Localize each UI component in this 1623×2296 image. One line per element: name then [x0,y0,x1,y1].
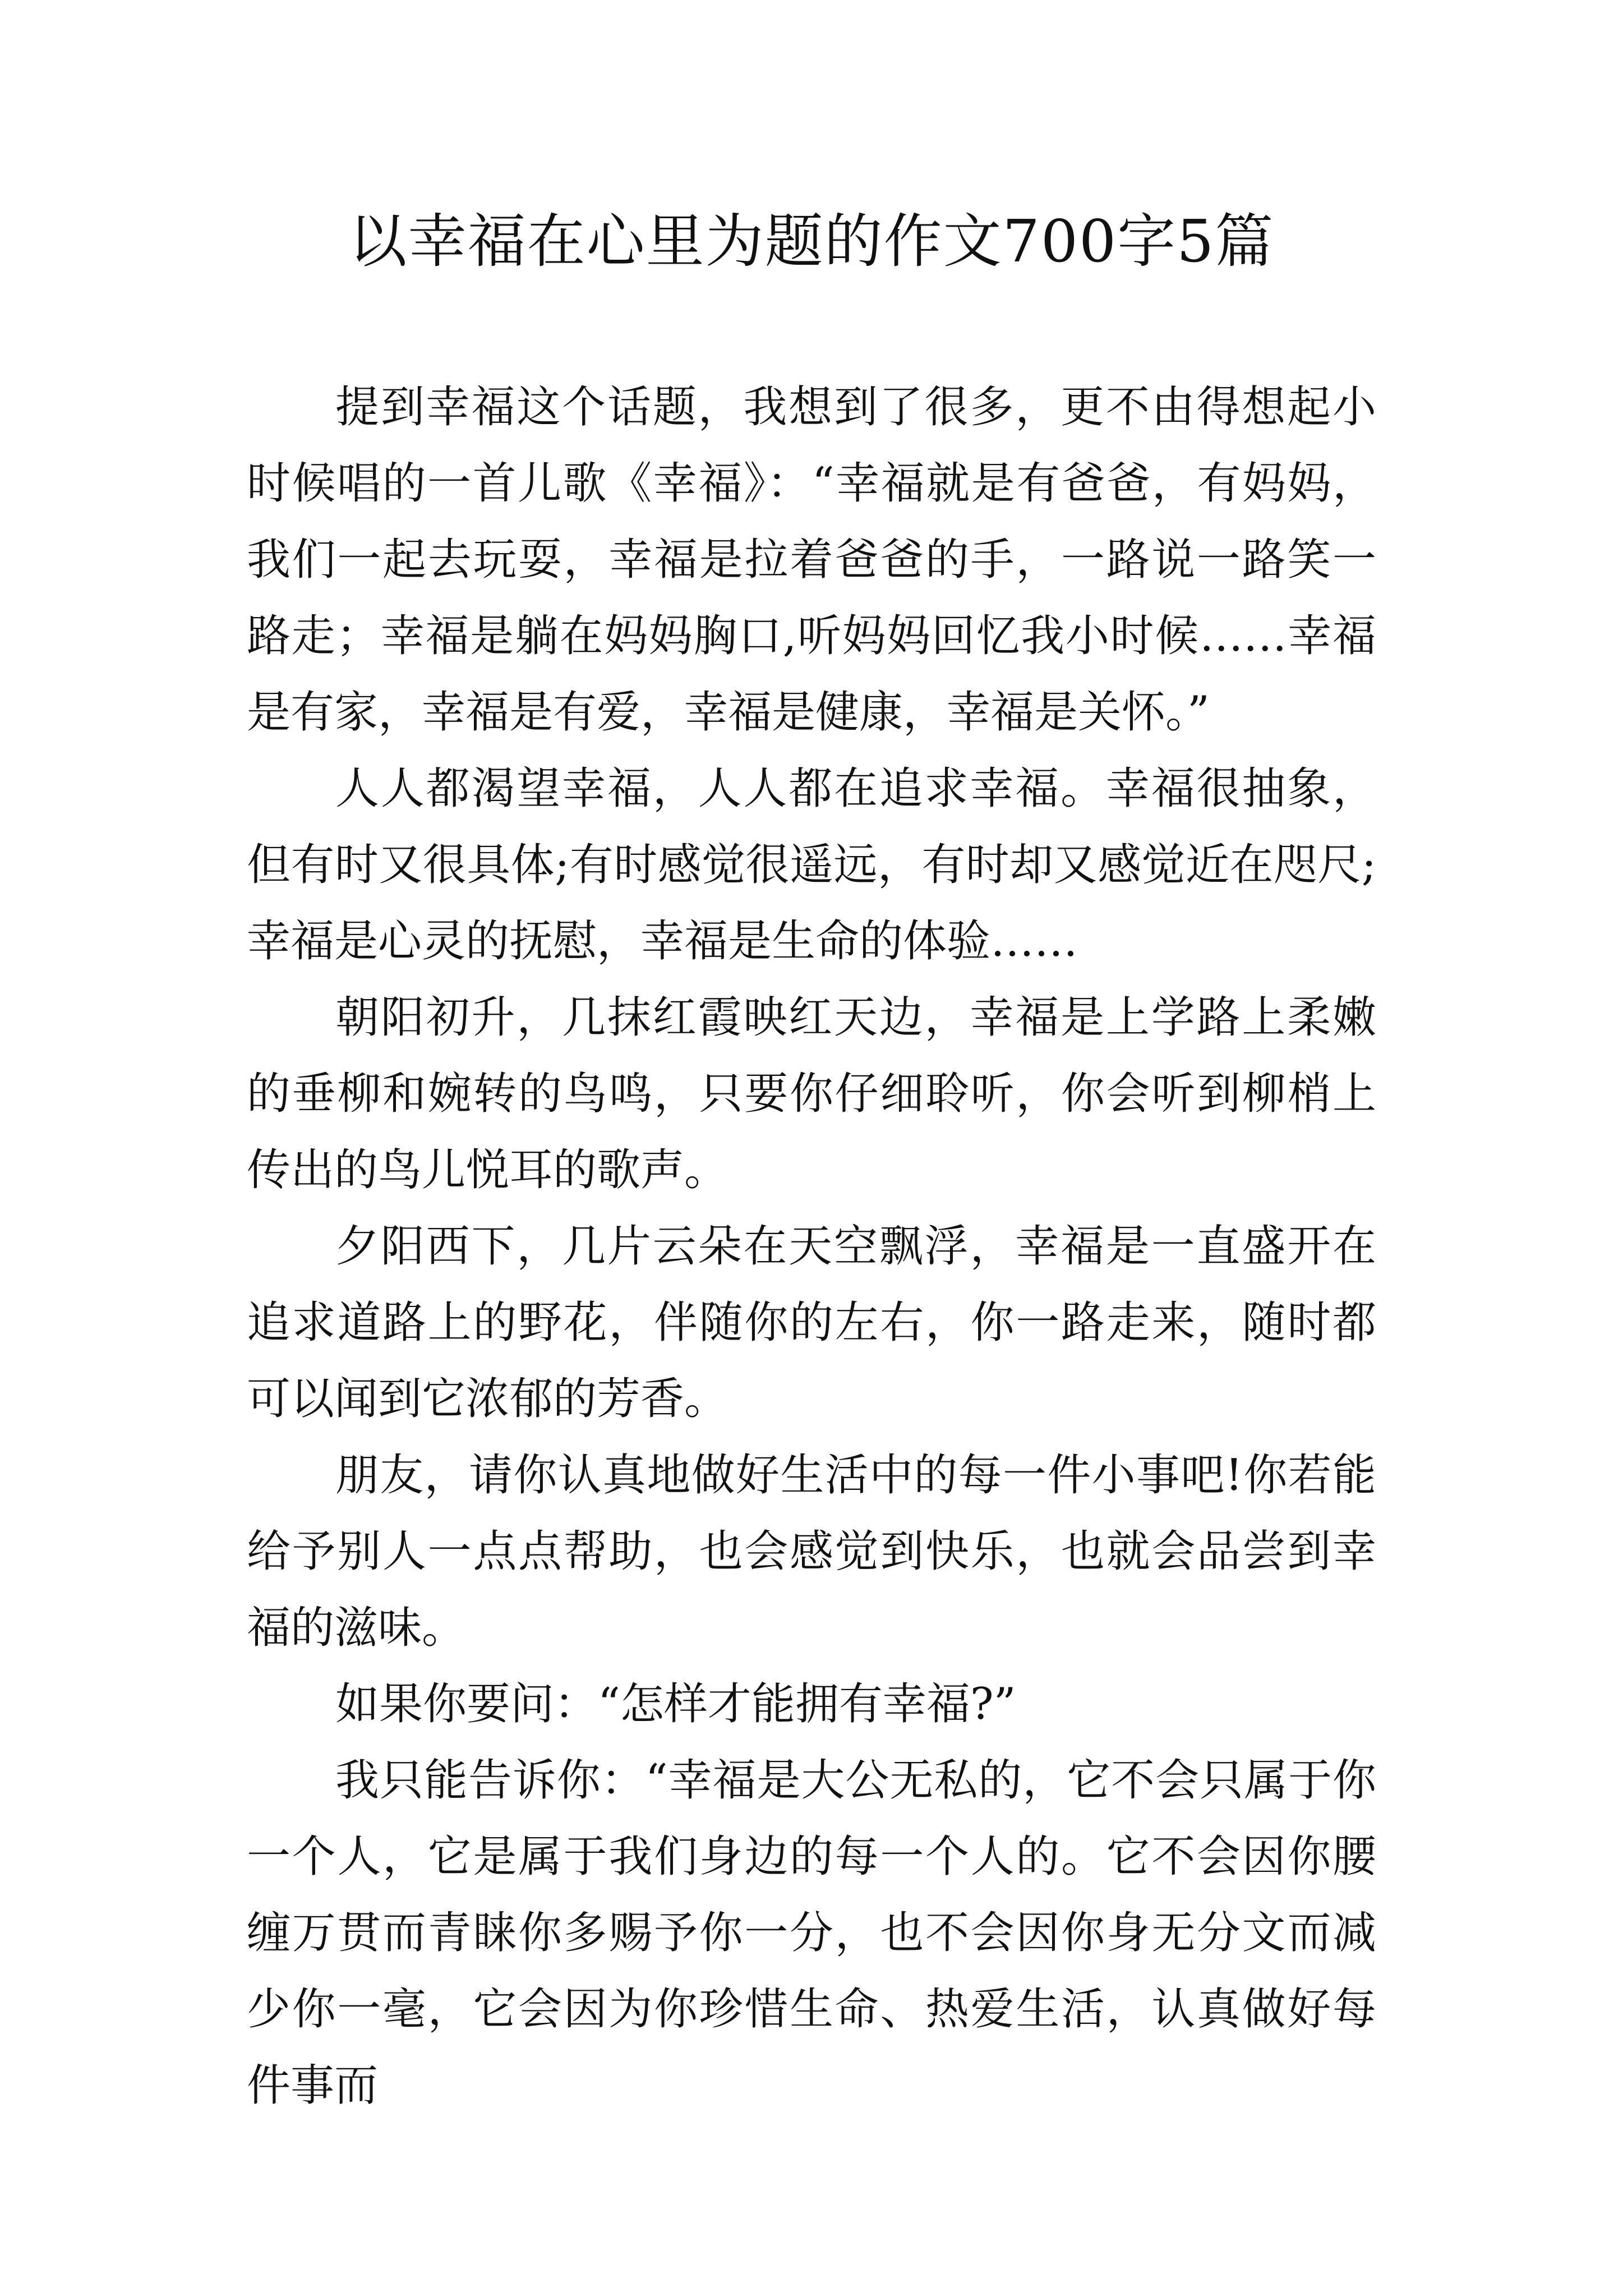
paragraph-7: 我只能告诉你：“幸福是大公无私的，它不会只属于你一个人，它是属于我们身边的每一个人的。它不会因你腰缠万贯而青睐你多赐予你一分，也不会因你身无分文而减少你一毫，它会因为你珍惜生命、热爱生活，认真做好每件事而 [247,1755,1376,2111]
paragraph-5: 朋友，请你认真地做好生活中的每一件小事吧!你若能给予别人一点点帮助，也会感觉到快乐，也就会品尝到幸福的滋味。 [247,1450,1376,1653]
paragraph-2: 人人都渴望幸福，人人都在追求幸福。幸福很抽象，但有时又很具体;有时感觉很遥远，有时却又感觉近在咫尺;幸福是心灵的抚慰，幸福是生命的体验…… [247,763,1376,967]
paragraph-1: 提到幸福这个话题，我想到了很多，更不由得想起小时候唱的一首儿歌《幸福》：“幸福就是有爸爸，有妈妈，我们一起去玩耍，幸福是拉着爸爸的手，一路说一路笑一路走；幸福是躺在妈妈胸口,听妈妈回忆我小时候……幸福是有家，幸福是有爱，幸福是健康，幸福是关怀。” [247,382,1376,738]
paragraph-4: 夕阳西下，几片云朵在天空飘浮，幸福是一直盛开在追求道路上的野花，伴随你的左右，你一路走来，随时都可以闻到它浓郁的芳香。 [247,1221,1376,1424]
paragraph-3: 朝阳初升，几抹红霞映红天边，幸福是上学路上柔嫩的垂柳和婉转的鸟鸣，只要你仔细聆听，你会听到柳梢上传出的鸟儿悦耳的歌声。 [247,992,1376,1195]
paragraph-6: 如果你要问：“怎样才能拥有幸福?” [335,1679,1016,1729]
document-body [247,369,1376,2124]
document-title: 以幸福在心里为题的作文700字5篇 [348,207,1275,275]
